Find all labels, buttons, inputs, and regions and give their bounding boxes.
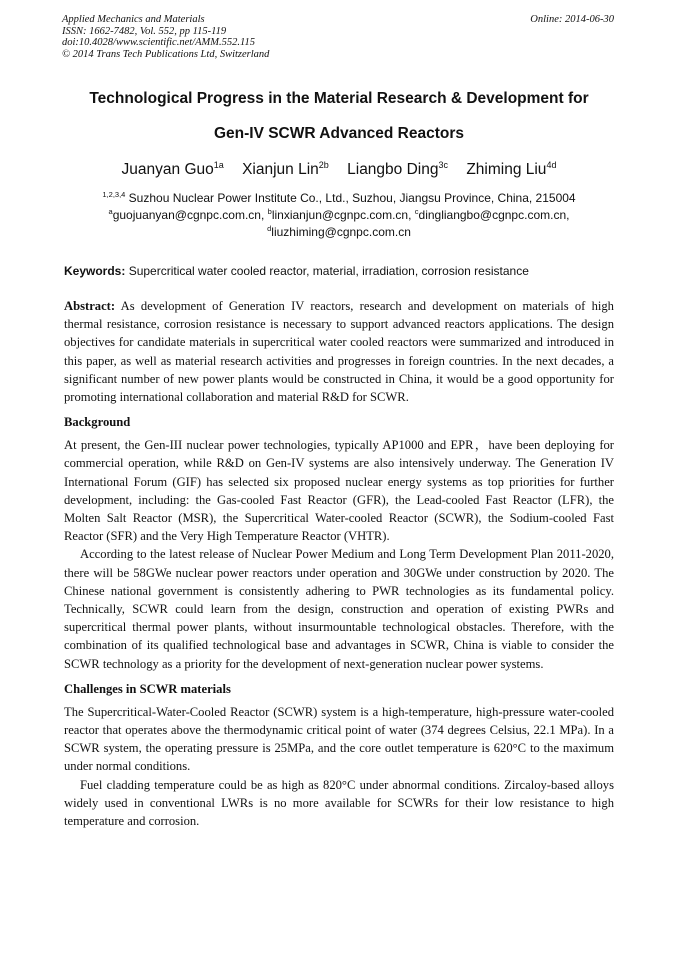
online-date: Online: 2014-06-30 xyxy=(530,14,614,25)
journal-name: Applied Mechanics and Materials xyxy=(62,14,205,25)
author-list xyxy=(0,160,678,179)
paper-body xyxy=(64,297,614,830)
abstract-label: Abstract: xyxy=(64,299,116,313)
email-line-1: $^a$guojuanyan@cgnpc.com.cn, $^b$linxianjun@cgnpc.com.cn, $^c$dingliangbo@cgnpc.com.cn, xyxy=(108,207,570,222)
paragraph: According to the latest release of Nuclear Power Medium and Long Term Development Plan 2011-2020, there will be 58GWe nuclear power reactors under operation and 30GWe under construction by 2020. The Chinese national government is consistently adhering to PWR technologies as its fundamental policy. Technically, SCWR could learn from the design, construction and operation of existing PWRs and supercritical thermal power plants, without insurmountable technological obstacles. Therefore, with the combination of its qualified technological base and advantages in SCWR, China is viable to consider the SCWR technology as a priority for the development of next-generation nuclear power systems. xyxy=(64,547,614,671)
keywords-label: Keywords: xyxy=(64,264,126,278)
email: guojuanyan@cgnpc.com.cn, xyxy=(112,208,265,222)
keywords-text: Supercritical water cooled reactor, material, irradiation, corrosion resistance xyxy=(128,264,529,278)
paragraph: The Supercritical-Water-Cooled Reactor (SCWR) system is a high-temperature, high-pressure water-cooled reactor that operates above the thermodynamic critical point of water (374 degrees Celsius, 22.1 MPa). In a SCWR system, the operating pressure is 25MPa, and the core outlet temperature is 620°C to the maximum under normal conditions. xyxy=(64,704,614,774)
copyright-line: © 2014 Trans Tech Publications Ltd, Switzerland xyxy=(62,48,270,60)
author: Juanyan Guo$^{1a}$ xyxy=(121,160,224,179)
email: liuzhiming@cgnpc.com.cn xyxy=(271,225,411,239)
email: linxianjun@cgnpc.com.cn, xyxy=(271,208,412,222)
abstract: Abstract: As development of Generation IV reactors, research and development on materials of high thermal resistance, corrosion resistance is necessary to support advanced reactors applications. The design objectives for candidate materials in supercritical water cooled reactors were summarized and introduced in this paper, as well as material research activities and progresses in foreign countries. In the next decades, a significant number of new power plants would be constructed in China, it would be a good opportunity for promoting international collaboration and material R&D for SCWR. xyxy=(64,299,614,405)
author: Zhiming Liu$^{4d}$ xyxy=(466,160,557,179)
journal-header xyxy=(62,14,269,60)
author: Xianjun Lin$^{2b}$ xyxy=(242,160,329,179)
paragraph: Fuel cladding temperature could be as high as 820°C under abnormal conditions. Zircaloy-based alloys widely used in conventional LWRs is no more available for SCWRs for their low resistance to high temperature and corrosion. xyxy=(64,777,614,829)
keywords xyxy=(64,264,614,278)
email-line-2: $^d$liuzhiming@cgnpc.com.cn xyxy=(267,224,411,239)
author: Liangbo Ding$^{3c}$ xyxy=(347,160,448,179)
affiliation: $^{1,2,3,4}$ Suzhou Nuclear Power Institute Co., Ltd., Suzhou, Jiangsu Province, China, 215004 xyxy=(102,190,576,205)
paragraph: At present, the Gen-III nuclear power technologies, typically AP1000 and EPR，have been deploying for commercial operation, while R&D on Gen-IV systems are also intensively underway. The Generation IV International Forum (GIF) has selected six proposed nuclear energy systems as top priorities for further development, including: the Gas-cooled Fast Reactor (GFR), the Lead-cooled Fast Reactor (LFR), the Molten Salt Reactor (MSR), the Supercritical Water-cooled Reactor (SCWR), the Sodium-cooled Fast Reactor (SFR) and the Very High Temperature Reactor (VHTR). xyxy=(64,438,614,544)
doi-line: doi:10.4028/www.scientific.net/AMM.552.115 xyxy=(62,37,255,48)
paper-title-line-2: Gen-IV SCWR Advanced Reactors xyxy=(213,125,465,142)
section-heading-challenges: Challenges in SCWR materials xyxy=(64,681,231,696)
section-heading-background: Background xyxy=(64,415,131,430)
issn-line: ISSN: 1662-7482, Vol. 552, pp 115-119 xyxy=(62,25,227,37)
paper-title-line-1: Technological Progress in the Material Research & Development for xyxy=(89,90,589,107)
email: dingliangbo@cgnpc.com.cn, xyxy=(418,208,570,222)
